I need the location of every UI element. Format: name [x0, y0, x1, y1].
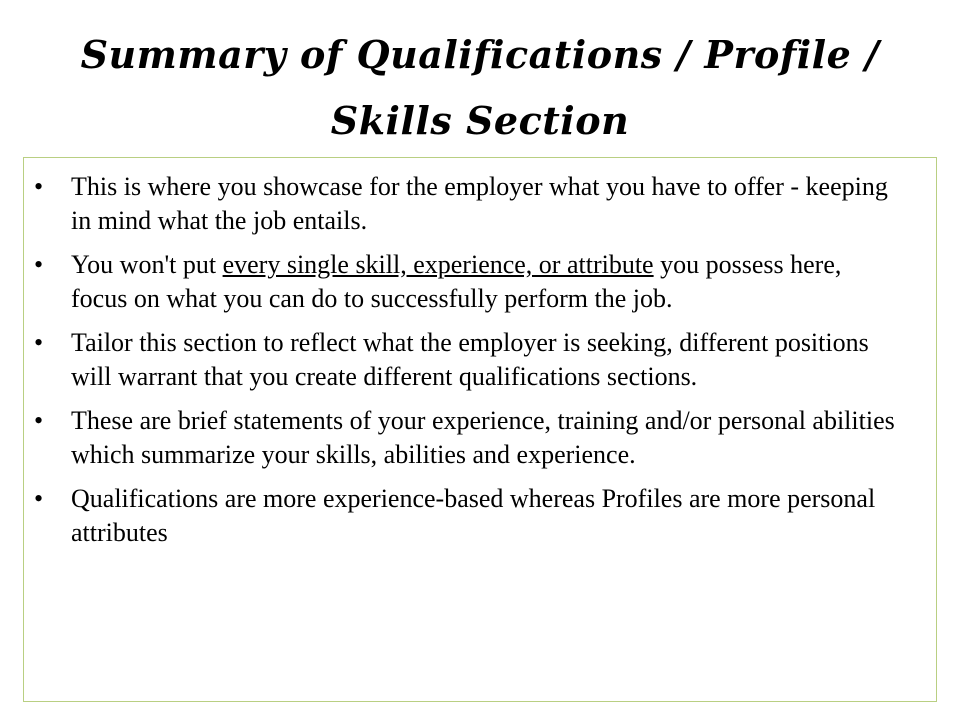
bullet-list [24, 158, 936, 550]
slide-title: Summary of Qualifications / Profile / Skills Section [80, 32, 880, 143]
bullet-icon: • [34, 406, 44, 435]
bullet-text: Qualifications are more experience-based whereas Profiles are more personal attributes [71, 484, 876, 547]
bullet-item-focus [24, 248, 902, 316]
bullet-item-brief-statements [24, 404, 902, 472]
bullet-icon: • [34, 484, 44, 513]
bullet-icon: • [34, 172, 44, 201]
bullet-text-after: you possess here, focus on what you can do to successfully perform the job. [71, 250, 842, 313]
content-box [23, 157, 937, 702]
bullet-text: This is where you showcase for the employer what you have to offer - keeping in mind what the job entails. [71, 172, 888, 235]
bullet-text: Tailor this section to reflect what the employer is seeking, different positions will warrant that you create different qualifications sections. [71, 328, 869, 391]
bullet-text: These are brief statements of your experience, training and/or personal abilities which summarize your skills, abilities and experience. [71, 406, 895, 469]
bullet-text-underlined: every single skill, experience, or attribute [222, 250, 654, 279]
bullet-icon: • [34, 328, 44, 357]
bullet-item-showcase [24, 170, 902, 238]
bullet-item-qualifications-vs-profiles [24, 482, 902, 550]
bullet-text-before: You won't put [71, 250, 223, 279]
bullet-icon: • [34, 250, 44, 279]
bullet-item-tailor [24, 326, 902, 394]
